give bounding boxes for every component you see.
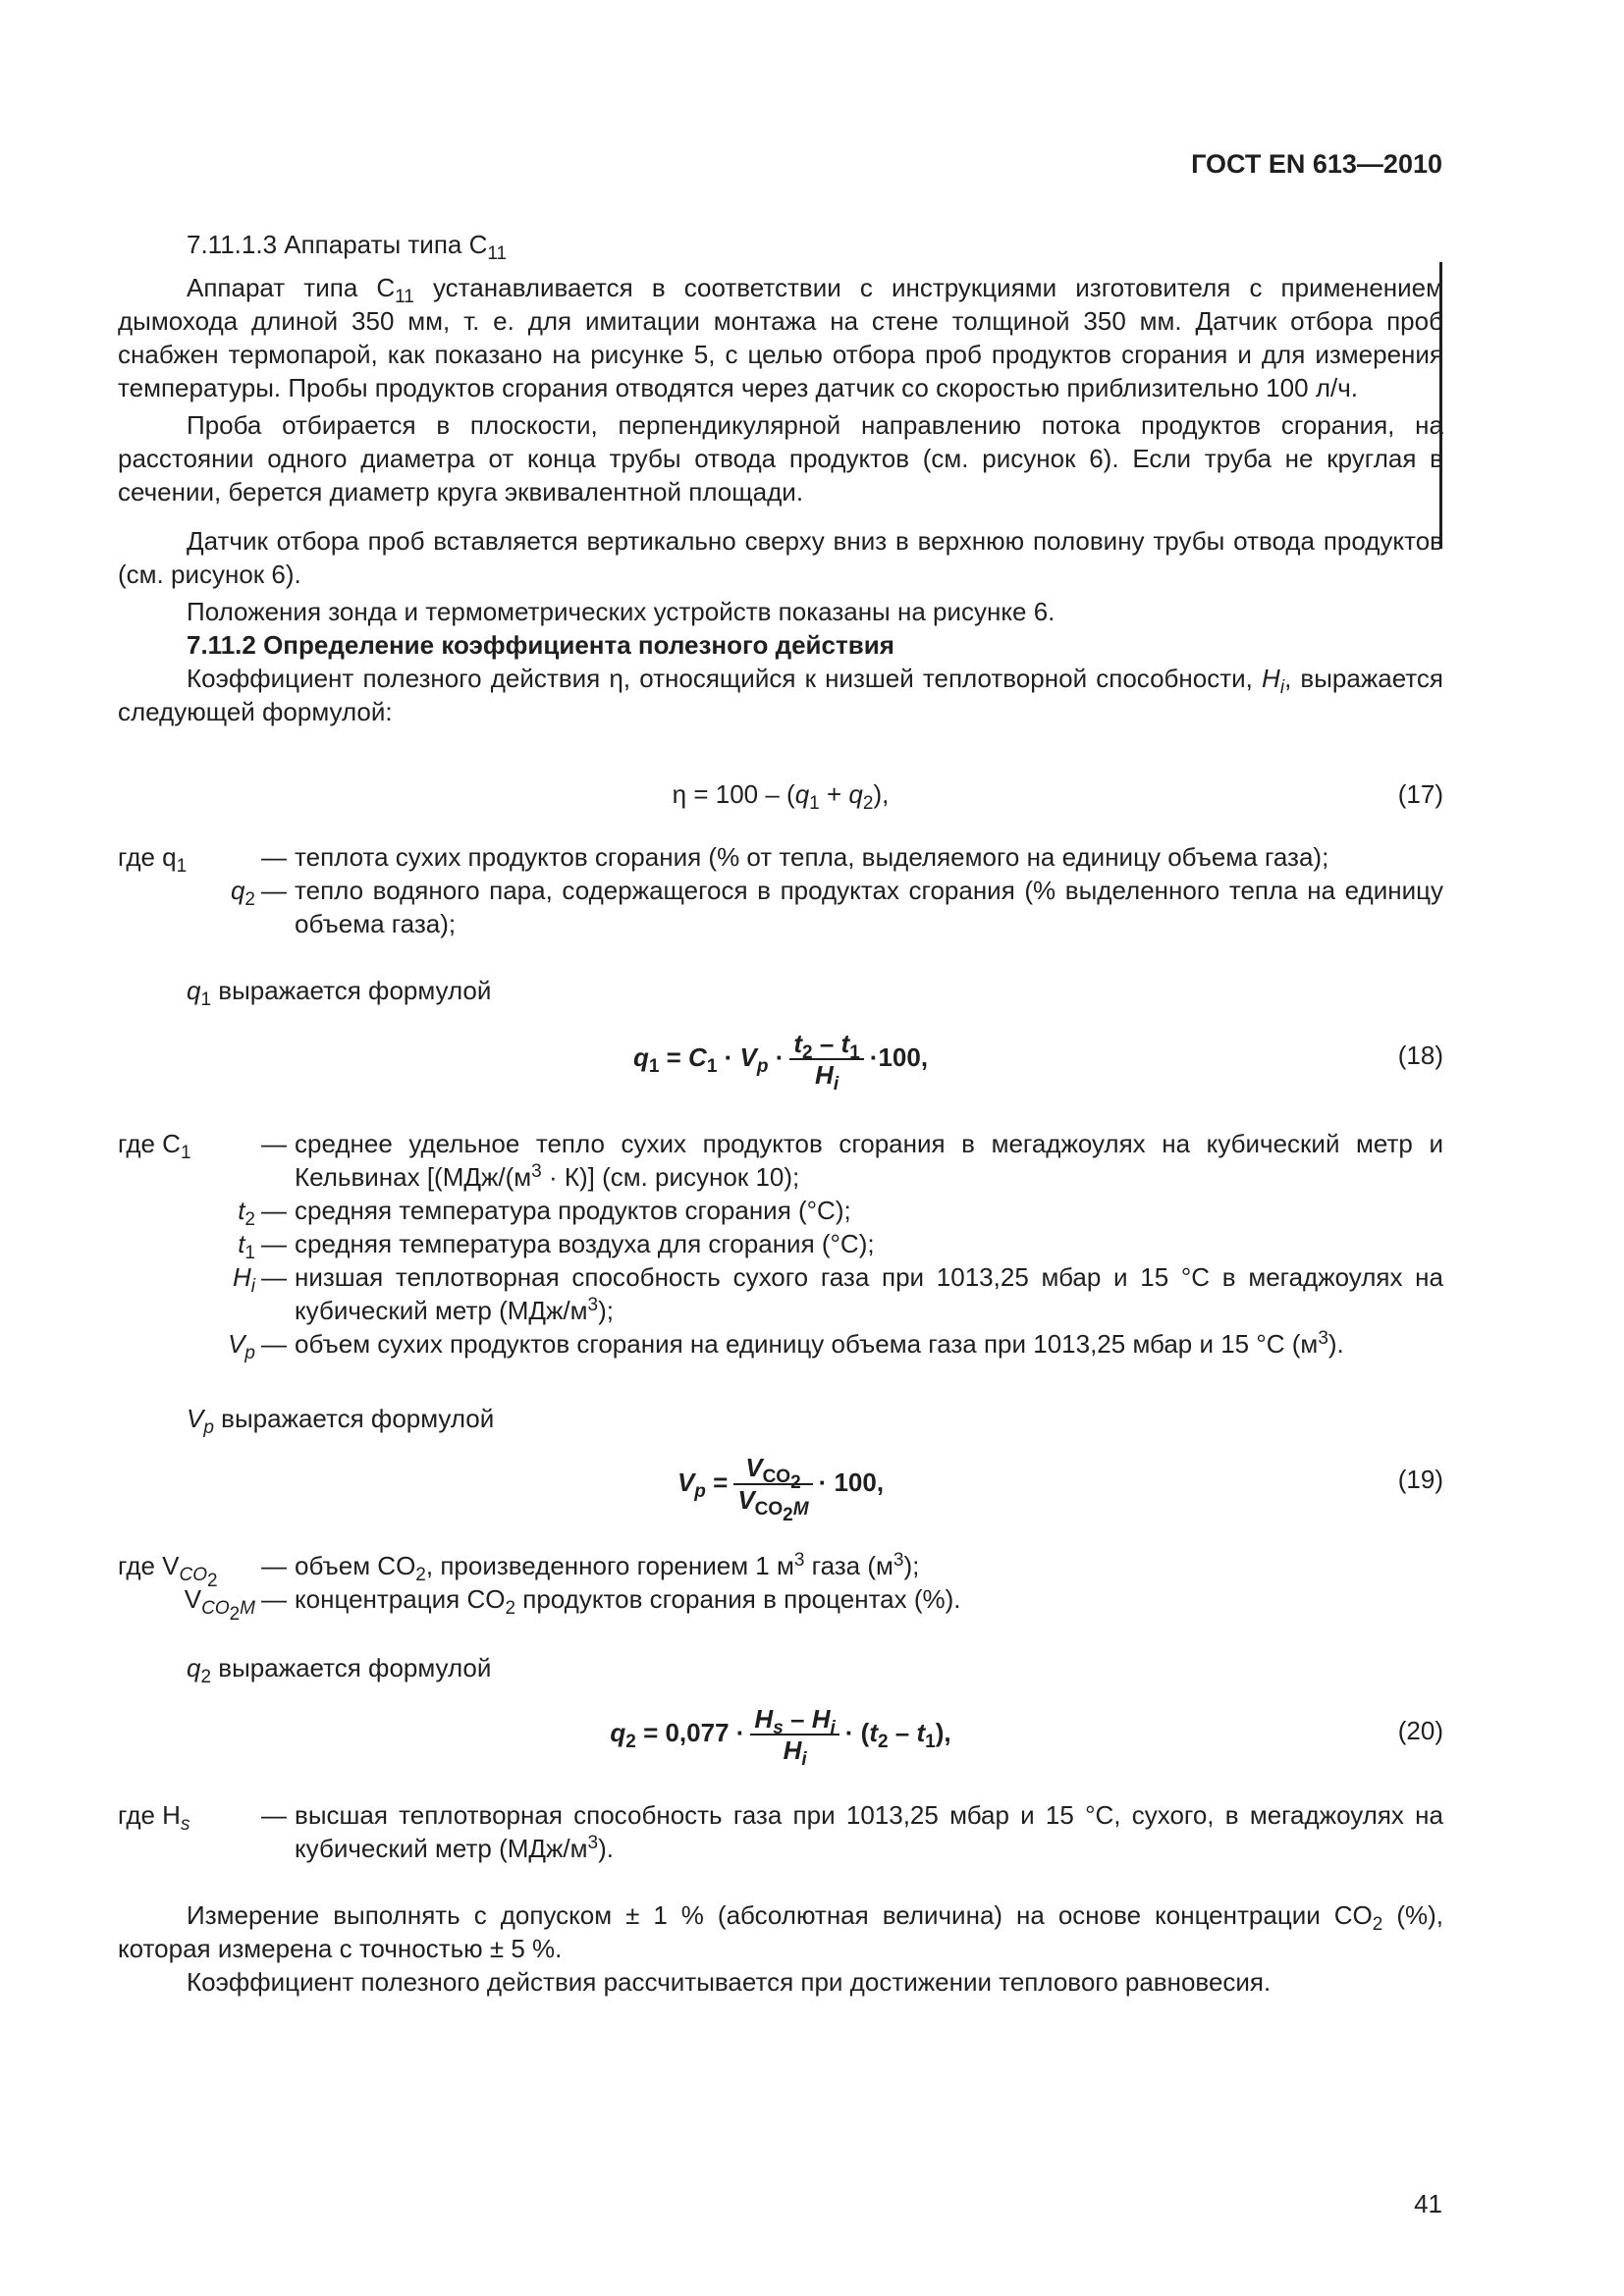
definitions-18 <box>118 1127 1443 1361</box>
paragraph-efficiency-intro: Коэффициент полезного действия η, относящийся к низшей теплотворной способности, $H_i$, выражается следующей формулой: <box>118 664 1443 726</box>
formula-number: (20) <box>1397 1716 1443 1745</box>
section-heading-7-11-2: 7.11.2 Определение коэффициента полезного действия <box>187 630 894 660</box>
vp-intro: $V_p$ выражается формулой <box>187 1404 495 1438</box>
formula-17-expression: $\eta = 100 - (q_1 + q_2)$, <box>672 779 890 814</box>
formula-20 <box>118 1704 1443 1783</box>
definition-hi: $H_i$ — низшая теплотворная способность сухого газа при 1013,25 мбар и 15 °C в мегаджоулях на кубический метр $(МДж/м^3)$; <box>232 1262 1443 1325</box>
definition-q1: где $q_1$ — теплота сухих продуктов сгорания (% от тепла, выделяемого на единицу объема газа); <box>118 842 1329 877</box>
section-heading: 7.11.1.3 Аппараты типа $C_{11}$ <box>187 230 508 264</box>
q1-intro: $q_1$ выражается формулой <box>187 976 492 1010</box>
formula-19 <box>118 1453 1443 1531</box>
paragraph-measurement-tolerance: Измерение выполнять с допуском ± 1 % (абсолютная величина) на основе концентрации $CO_2$ (%), которая измерена с точностью ± 5 %. <box>118 1900 1443 1963</box>
definition-vp: $V_p$ — объем сухих продуктов сгорания на единицу объема газа при 1013,25 мбар и 15 °C $(м^3)$. <box>228 1328 1344 1363</box>
paragraph-sampling-plane: Проба отбирается в плоскости, перпендикулярной направлению потока продуктов сгорания, на расстоянии одного диаметра от конца трубы отвода продуктов (см. рисунок 6). Если труба не круглая в сечении, берется диаметр круга эквивалентной площади. <box>118 410 1443 507</box>
paragraph-thermal-equilibrium: Коэффициент полезного действия рассчитывается при достижении теплового равновесия. <box>187 1967 1272 1997</box>
formula-20-expression: $q_2 = 0,077$ · $\frac{H_s - H_i}{H_i}$ · $(t_2 - t_1)$, <box>610 1704 951 1770</box>
definitions-17 <box>118 840 1443 940</box>
definition-q2: $q_2$ — тепло водяного пара, содержащегося в продуктах сгорания (% выделенного тепла на единицу объема газа); <box>230 876 1443 938</box>
formula-18 <box>118 1029 1443 1107</box>
paragraph-probe-positions: Положения зонда и термометрических устройств показаны на рисунке 6. <box>187 597 1056 626</box>
closing-paragraphs <box>118 1898 1443 1999</box>
definitions-20 <box>118 1798 1443 1865</box>
definition-c1: где $C_1$ — среднее удельное тепло сухих продуктов сгорания в мегаджоулях на кубический метр и Кельвинах [$(МДж/(м^3 \cdot К)]$ (см. рисунок 10); <box>118 1129 1443 1192</box>
formula-19-expression: $V_p$ = $\frac{V_{CO_2}}{V_{CO_2M}}$ · 100, <box>677 1453 885 1525</box>
formula-number: (18) <box>1397 1041 1443 1070</box>
definition-hs: где $H_s$ — высшая теплотворная способность газа при 1013,25 мбар и 15 °C, сухого, в мегаджоулях на кубический метр $(МДж/м^3)$. <box>118 1800 1443 1863</box>
paragraph-probe-insertion: Датчик отбора проб вставляется вертикально сверху вниз в верхнюю половину трубы отвода продуктов (см. рисунок 6). <box>118 526 1443 589</box>
paragraph-install: Аппарат типа $C_{11}$ устанавливается в соответствии с инструкциями изготовителя с применением дымохода длиной 350 мм, т. е. для имитации монтажа на стене толщиной 350 мм. Датчик отбора проб снабжен термопарой, как показано на рисунке 5, с целью отбора проб продуктов сгорания и для измерения температуры. Пробы продуктов сгорания отводятся через датчик со скоростью приблизительно 100 л/ч. <box>118 273 1443 402</box>
definition-vco2m: $V_{CO_2M}$ — концентрация $CO_2$ продуктов сгорания в процентах (%). <box>184 1584 961 1625</box>
formula-18-expression: $q_1 = C_1 \cdot V_p$ · $\frac{t_2 - t_1}{H_i}$ ·100, <box>632 1029 929 1095</box>
document-header: ГОСТ EN 613—2010 <box>1191 149 1442 179</box>
section-7-11-1-3 <box>118 228 1443 728</box>
definition-t2: $t_2$ — средняя температура продуктов сгорания (°C); <box>238 1196 851 1230</box>
definitions-19 <box>118 1549 1443 1625</box>
formula-number: (19) <box>1397 1465 1443 1494</box>
definition-t1: $t_1$ — средняя температура воздуха для сгорания (°C); <box>238 1229 875 1263</box>
formula-number: (17) <box>1397 779 1443 809</box>
page-number: 41 <box>1414 2189 1442 2218</box>
formula-17 <box>118 777 1443 836</box>
q2-intro: $q_2$ выражается формулой <box>187 1653 492 1687</box>
definition-vco2: где $V_{CO_2}$ — объем $CO_2$, произведенного горением 1 $м^3$ газа $(м^3)$; <box>118 1550 920 1591</box>
